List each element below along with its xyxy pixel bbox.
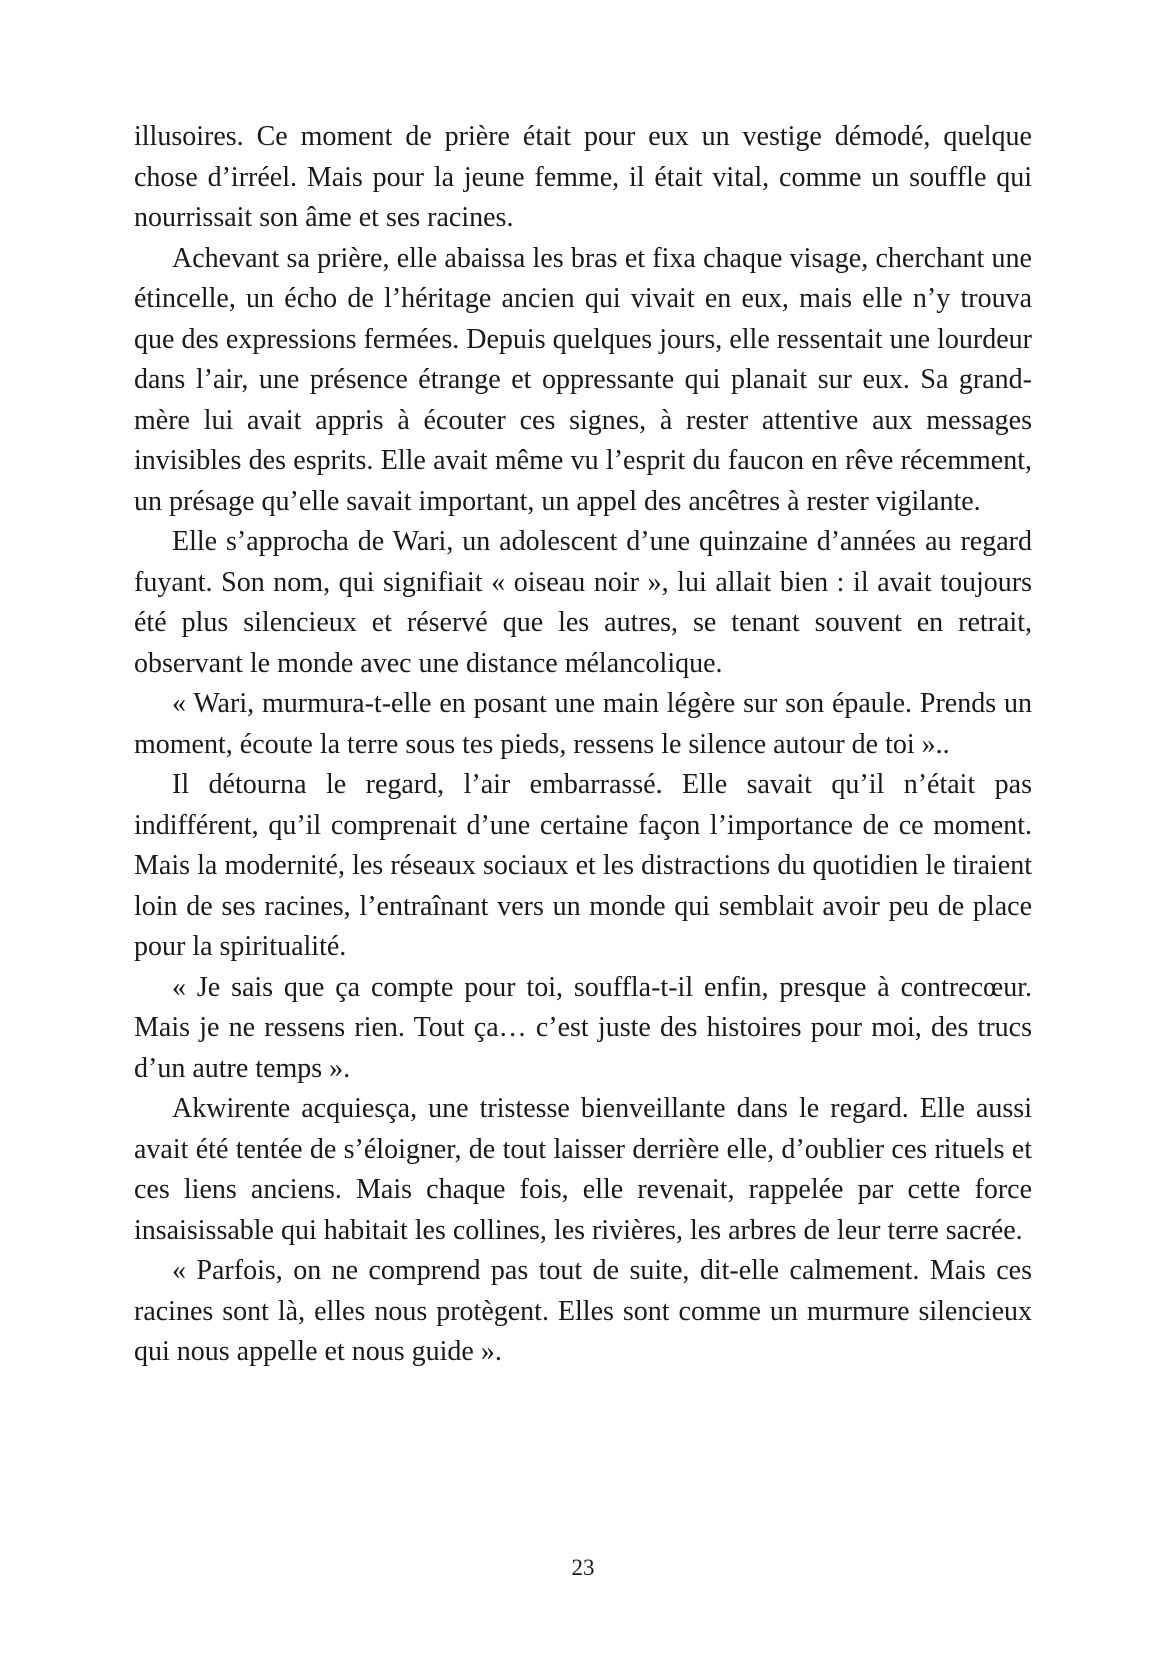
paragraph-6: « Je sais que ça compte pour toi, souffla-t-il enfin, presque à contrecœur. Mais je ne ressens rien. Tout ça… c’est juste des histoires pour moi, des trucs d’un autre temps ». [134,971,1032,1084]
paragraph-5: Il détourna le regard, l’air embarrassé. Elle savait qu’il n’était pas indifférent, qu’il comprenait d’une certaine façon l’importance de ce moment. Mais la modernité, les réseaux sociaux et les distractions du quotidien le tiraient loin de ses racines, l’entraînant vers un monde qui semblait avoir peu de place pour la spiritualité. [134,769,1032,962]
page-body [134,117,1032,1373]
paragraph-3: Elle s’approcha de Wari, un adolescent d’une quinzaine d’années au regard fuyant. Son nom, qui signifiait « oiseau noir », lui allait bien : il avait toujours été plus silencieux et réservé que les autres, se tenant souvent en retrait, observant le monde avec une distance mélancolique. [134,526,1032,679]
paragraph-7: Akwirente acquiesça, une tristesse bienveillante dans le regard. Elle aussi avait été tentée de s’éloigner, de tout laisser derrière elle, d’oublier ces rituels et ces liens anciens. Mais chaque fois, elle revenait, rappelée par cette force insaisissable qui habitait les collines, les rivières, les arbres de leur terre sacrée. [134,1093,1032,1246]
paragraph-4: « Wari, murmura-t-elle en posant une main légère sur son épaule. Prends un moment, écoute la terre sous tes pieds, ressens le silence autour de toi ».. [134,688,1032,760]
paragraph-8: « Parfois, on ne comprend pas tout de suite, dit-elle calmement. Mais ces racines sont là, elles nous protègent. Elles sont comme un murmure silencieux qui nous appelle et nous guide ». [134,1255,1032,1367]
page-number: 23 [571,1555,595,1580]
paragraph-2: Achevant sa prière, elle abaissa les bras et fixa chaque visage, cherchant une étincelle, un écho de l’héritage ancien qui vivait en eux, mais elle n’y trouva que des expressions fermées. Depuis quelques jours, elle ressentait une lourdeur dans l’air, une présence étrange et oppressante qui planait sur eux. Sa grand-mère lui avait appris à écouter ces signes, à rester attentive aux messages invisibles des esprits. Elle avait même vu l’esprit du faucon en rêve récemment, un présage qu’elle savait important, un appel des ancêtres à rester vigilante. [134,242,1032,517]
paragraph-1: illusoires. Ce moment de prière était pour eux un vestige démodé, quelque chose d’irréel. Mais pour la jeune femme, il était vital, comme un souffle qui nourrissait son âme et ses racines. [134,121,1032,233]
